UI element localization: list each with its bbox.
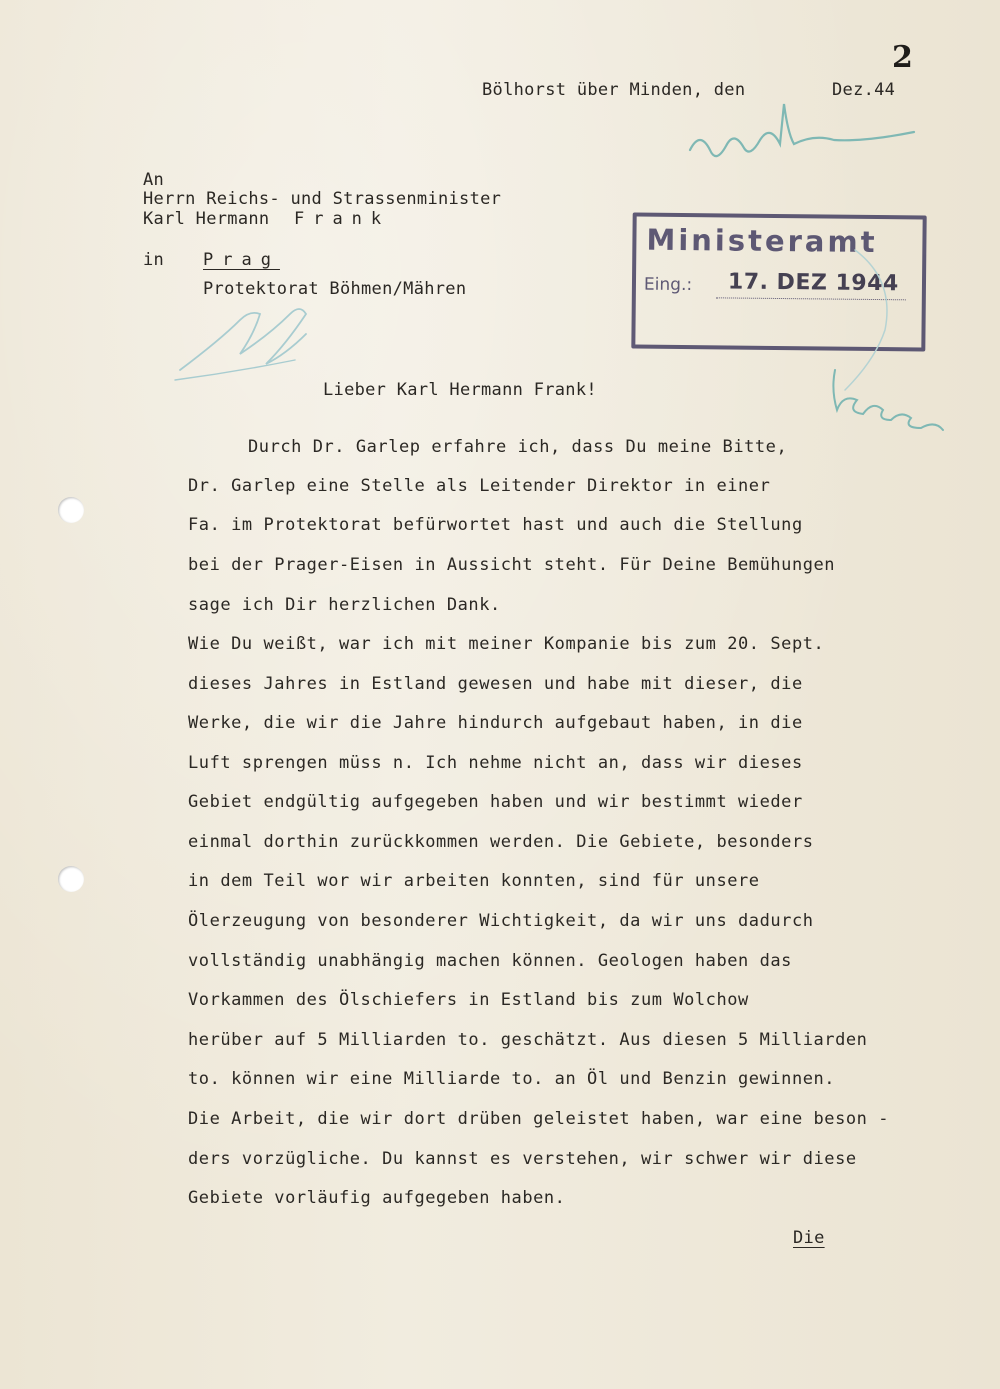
body-line: vollständig unabhängig machen können. Geologen haben das [188, 951, 792, 971]
body-line: to. können wir eine Milliarde to. an Öl und Benzin gewinnen. [188, 1069, 836, 1089]
body-line: Gebiete vorläufig aufgegeben haben. [188, 1188, 566, 1208]
body-line: bei der Prager-Eisen in Aussicht steht. Für Deine Bemühungen [188, 555, 836, 575]
body-line: Die Arbeit, die wir dort drüben geleistet haben, war eine beson - [188, 1109, 890, 1129]
stamp-date: 17. DEZ 1944 [727, 269, 899, 297]
pencil-curve-right [845, 250, 887, 390]
body-line: herüber auf 5 Milliarden to. geschätzt. Aus diesen 5 Milliarden [188, 1030, 868, 1050]
stamp-title: Ministeramt [646, 222, 878, 260]
address-region: Protektorat Böhmen/Mähren [203, 279, 467, 299]
body-line: in dem Teil wor wir arbeiten konnten, sind für unsere [188, 871, 760, 891]
address-an: An [143, 170, 165, 190]
address-in-label: in [143, 250, 165, 270]
salutation: Lieber Karl Hermann Frank! [323, 380, 597, 400]
address-recipient-line1: Herrn Reichs- und Strassenminister [143, 189, 502, 209]
body-line: sage ich Dir herzlichen Dank. [188, 595, 501, 615]
body-line: dieses Jahres in Estland gewesen und habe mit dieser, die [188, 674, 803, 694]
pencil-initials-right [833, 370, 943, 430]
body-line: Dr. Garlep eine Stelle als Leitender Direktor in einer [188, 476, 771, 496]
pencil-underline-mark [175, 360, 295, 380]
body-line: Vorkammen des Ölschiefers in Estland bis zum Wolchow [188, 990, 749, 1010]
stamp-eing-label: Eing.: [643, 274, 693, 296]
address-city: Prag [203, 250, 280, 270]
body-line: Luft sprengen müss n. Ich nehme nicht an, dass wir dieses [188, 753, 803, 773]
body-line: Gebiet endgültig aufgegeben haben und wir bestimmt wieder [188, 792, 803, 812]
recipient-first-names: Karl Hermann [143, 209, 270, 229]
body-line: Durch Dr. Garlep erfahre ich, dass Du meine Bitte, [248, 437, 788, 457]
body-line: Wie Du weißt, war ich mit meiner Kompanie bis zum 20. Sept. [188, 634, 825, 654]
page-number: 2 [892, 40, 913, 75]
body-line: ders vorzügliche. Du kannst es verstehen, wir schwer wir diese [188, 1149, 857, 1169]
recipient-last-name: Frank [293, 209, 391, 229]
date-text: Dez.44 [832, 80, 896, 100]
catchword: Die [793, 1228, 825, 1248]
body-line: einmal dorthin zurückkommen werden. Die Gebiete, besonders [188, 832, 814, 852]
place-text: Bölhorst über Minden, den [482, 80, 746, 100]
body-line: Werke, die wir die Jahre hindurch aufgebaut haben, in die [188, 713, 803, 733]
pencil-signature-top-right [690, 104, 914, 156]
body-line: Ölerzeugung von besonderer Wichtigkeit, da wir uns dadurch [188, 911, 814, 931]
body-line: Fa. im Protektorat befürwortet hast und auch die Stellung [188, 515, 803, 535]
